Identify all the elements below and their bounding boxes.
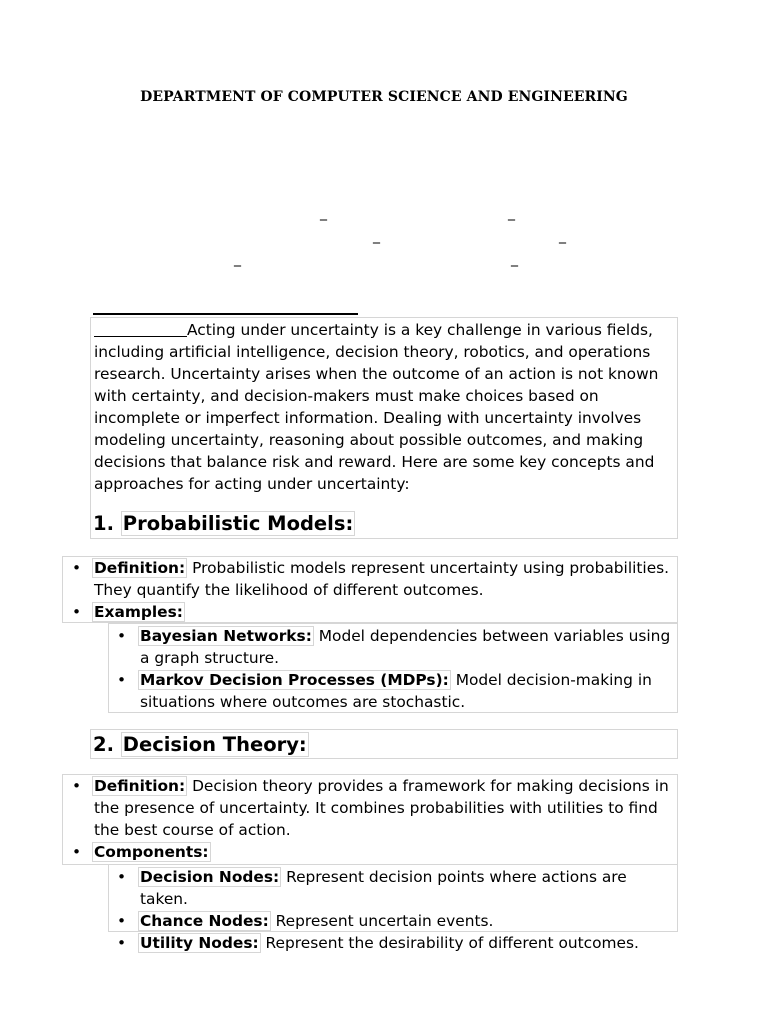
blank-mark: _ [373,228,380,244]
intro-paragraph [90,317,678,539]
section-title: Decision Theory: [122,733,307,756]
bullet-list [62,774,678,865]
section-heading [93,510,355,538]
bullet-list [62,556,678,623]
item-text: Probabilistic models represent uncertainty using probabilities. They quantify the likelihood of different outcomes. [94,559,670,599]
item-term: Definition: [94,777,186,795]
list-item [63,841,677,863]
list-item [63,557,677,601]
sub-list-item [109,669,677,713]
item-text: Model dependencies between variables using a graph structure. [140,627,671,667]
blank-mark: _ [559,228,566,244]
item-term: Decision Nodes: [140,868,280,886]
item-term: Examples: [94,603,183,621]
section-number: 1. [93,512,114,535]
blank-mark: _ [320,205,327,221]
sub-list-item [109,625,677,669]
sub-list-item [109,932,677,954]
section-number: 2. [93,733,114,756]
item-term: Utility Nodes: [140,934,259,952]
item-term: Bayesian Networks: [140,627,312,645]
item-text: Represent uncertain events. [270,912,494,930]
section-heading [93,731,309,759]
department-title: DEPARTMENT OF COMPUTER SCIENCE AND ENGINEERING [140,89,628,105]
blank-mark: _ [508,205,515,221]
item-text: Decision theory provides a framework for making decisions in the presence of uncertainty. It combines probabilities with utilities to find the best course of action. [94,777,669,839]
item-text: Represent the desirability of different outcomes. [260,934,639,952]
blank-mark: _ [511,251,518,267]
sub-bullet-list [108,623,678,713]
blank-mark: _ [234,251,241,267]
item-term: Markov Decision Processes (MDPs): [140,671,449,689]
blank-field [94,322,187,337]
section-title: Probabilistic Models: [122,512,354,535]
sub-list-item [109,866,677,910]
list-item [63,601,677,623]
item-term: Chance Nodes: [140,912,269,930]
title-underline [93,313,358,315]
item-term: Definition: [94,559,186,577]
list-item [63,775,677,841]
item-text: Represent decision points where actions are taken. [140,868,627,908]
intro-text: Acting under uncertainty is a key challenge in various fields, including artificial intelligence, decision theory, robotics, and operations research. Uncertainty arises when the outcome of an action is not known with certainty, and decision-makers must make choices based on incomplete or imperfect information. Dealing with uncertainty involves modeling uncertainty, reasoning about possible outcomes, and making decisions that balance risk and reward. Here are some key concepts and approaches for acting under uncertainty: [94,321,659,493]
sub-list-item [109,910,677,932]
sub-bullet-list [108,864,678,952]
item-text: Model decision-making in situations where outcomes are stochastic. [140,671,652,711]
item-term: Components: [94,843,209,861]
